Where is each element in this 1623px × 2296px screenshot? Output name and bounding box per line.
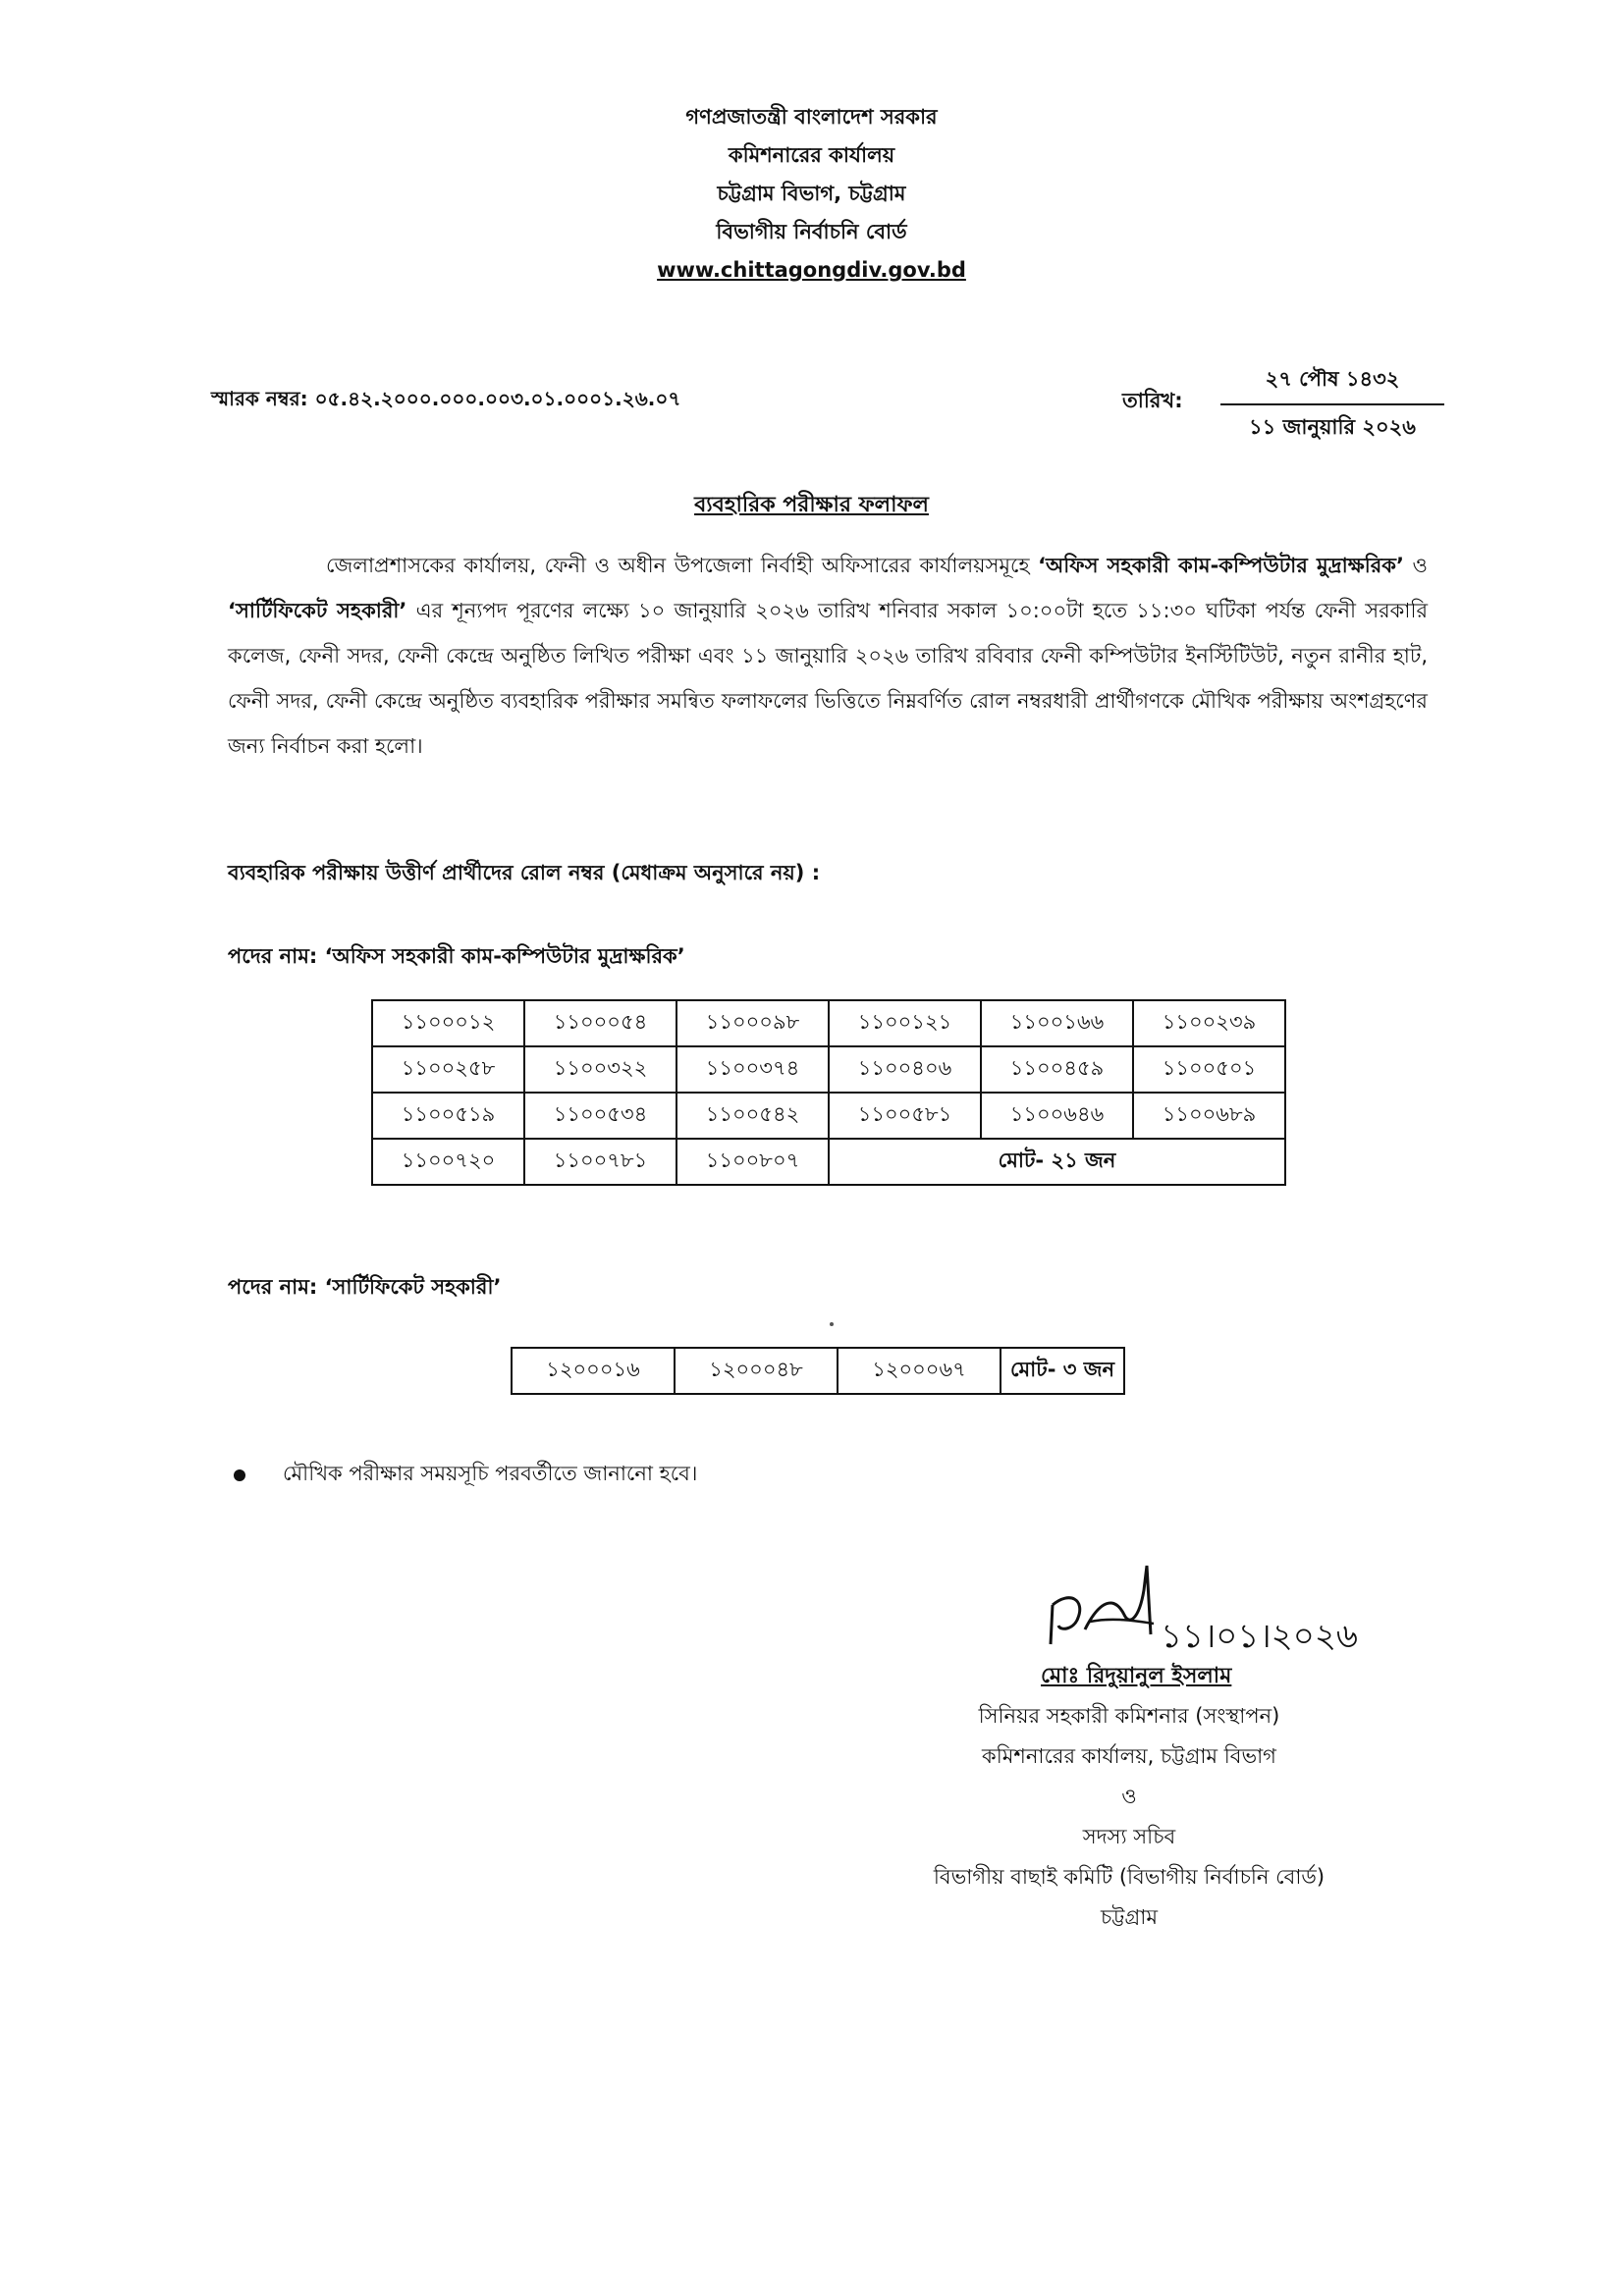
division-name: চট্টগ্রাম বিভাগ, চট্টগ্রাম — [717, 182, 906, 205]
body-post-2: ‘সার্টিফিকেট সহকারী’ — [228, 599, 407, 622]
roll-cell: ১১০০৭২০ — [372, 1139, 524, 1185]
date-bangla: ২৭ পৌষ ১৪৩২ — [1220, 363, 1444, 405]
body-part-3: এর শূন্যপদ পূরণের লক্ষ্যে ১০ জানুয়ারি ২০২৬ তারিখ শনিবার সকাল ১০:০০টা হতে ১১:৩০ ঘটিকা পর্যন্ত ফেনী সরকারি কলেজ, ফেনী সদর, ফেনী কেন্দ্রে অনুষ্ঠিত লিখিত পরীক্ষা এবং ১১ জানুয়ারি ২০২৬ তারিখ রবিবার ফেনী কম্পিউটার ইনস্টিটিউট, নতুন রানীর হাট, ফেনী সদর, ফেনী কেন্দ্রে অনুষ্ঠিত ব্যবহারিক পরীক্ষার সমন্বিত ফলাফলের ভিত্তিতে নিম্নবর্ণিত রোল নম্বরধারী প্রার্থীগণকে মৌখিক পরীক্ষায় অংশগ্রহণের জন্য নির্বাচন করা হলো। — [228, 599, 1428, 758]
date-label: তারিখ: — [1122, 389, 1183, 412]
roll-cell: ১১০০৫৮১ — [829, 1093, 981, 1139]
date-block — [1220, 363, 1444, 446]
signer-designation: সিনিয়র সহকারী কমিশনার (সংস্থাপন) — [978, 1704, 1280, 1728]
date-gregorian: ১১ জানুয়ারি ২০২৬ — [1249, 415, 1416, 439]
signer-name: মোঃ রিদুয়ানুল ইসলাম — [1041, 1664, 1232, 1688]
body-paragraph — [228, 543, 1428, 769]
letterhead — [0, 98, 1623, 290]
signer-role: সদস্য সচিব — [1082, 1825, 1176, 1848]
roll-cell: ১১০০১৬৬ — [981, 1000, 1133, 1046]
roll-cell: ১১০০১২১ — [829, 1000, 981, 1046]
table-row — [372, 1000, 1285, 1046]
roll-cell: ১২০০০৬৭ — [838, 1348, 1001, 1394]
signer-city: চট্টগ্রাম — [1100, 1905, 1159, 1929]
roll-cell: ১১০০৩৭৪ — [676, 1046, 829, 1093]
body-part-1: জেলাপ্রশাসকের কার্যালয়, ফেনী ও অধীন উপজেলা নির্বাহী অফিসারের কার্যালয়সমূহে — [326, 554, 1039, 577]
signer-committee: বিভাগীয় বাছাই কমিটি (বিভাগীয় নির্বাচনি বোর্ড) — [933, 1865, 1325, 1889]
roll-cell: ১১০০৬৪৬ — [981, 1093, 1133, 1139]
roll-cell: ১১০০৪৫৯ — [981, 1046, 1133, 1093]
table-row — [372, 1046, 1285, 1093]
signer-and: ও — [1121, 1785, 1137, 1808]
scan-speck — [830, 1322, 834, 1326]
note-text: মৌখিক পরীক্ষার সময়সূচি পরবর্তীতে জানানো হবে। — [283, 1462, 698, 1485]
roll-cell: ১১০০৩২২ — [524, 1046, 676, 1093]
post-2-heading: পদের নাম: ‘সার্টিফিকেট সহকারী’ — [228, 1275, 502, 1299]
post-1-roll-table — [371, 999, 1286, 1186]
roll-cell: ১১০০২৫৮ — [372, 1046, 524, 1093]
table-row — [512, 1348, 1124, 1394]
roll-cell: ১১০০৮০৭ — [676, 1139, 829, 1185]
table-row — [372, 1093, 1285, 1139]
roll-cell: ১১০০২৩৯ — [1133, 1000, 1285, 1046]
signer-details — [864, 1696, 1394, 1938]
roll-cell: ১২০০০১৬ — [512, 1348, 675, 1394]
table-row — [372, 1139, 1285, 1185]
roll-cell: ১১০০৭৮১ — [524, 1139, 676, 1185]
roll-cell: ১১০০০৯৮ — [676, 1000, 829, 1046]
post-2-roll-table — [511, 1347, 1125, 1395]
document-title — [0, 488, 1623, 524]
roll-cell: ১১০০০১২ — [372, 1000, 524, 1046]
roll-cell: ১১০০৪০৬ — [829, 1046, 981, 1093]
note-item — [234, 1458, 697, 1492]
roll-cell: ১১০০৫১৯ — [372, 1093, 524, 1139]
signature-date: ১১।০১।২০২৬ — [1161, 1617, 1359, 1656]
roll-cell: ১১০০৫৩৪ — [524, 1093, 676, 1139]
roll-cell: ১১০০৬৮৯ — [1133, 1093, 1285, 1139]
post-1-total: মোট- ২১ জন — [829, 1139, 1285, 1185]
board-name: বিভাগীয় নির্বাচনি বোর্ড — [716, 220, 907, 243]
document-title-text: ব্যবহারিক পরীক্ষার ফলাফল — [694, 493, 929, 517]
handwritten-signature — [1031, 1561, 1384, 1669]
signer-office: কমিশনারের কার্যালয়, চট্টগ্রাম বিভাগ — [982, 1744, 1276, 1768]
body-part-2: ও — [1403, 554, 1428, 577]
post-1-heading: পদের নাম: ‘অফিস সহকারী কাম-কম্পিউটার মুদ্রাক্ষরিক’ — [228, 944, 685, 968]
roll-cell: ১২০০০৪৮ — [675, 1348, 838, 1394]
passed-candidates-heading: ব্যবহারিক পরীক্ষায় উত্তীর্ণ প্রার্থীদের রোল নম্বর (মেধাক্রম অনুসারে নয়) : — [228, 861, 821, 884]
memo-number: স্মারক নম্বর: ০৫.৪২.২০০০.০০০.০০৩.০১.০০০১.২৬.০৭ — [211, 387, 681, 410]
post-2-total: মোট- ৩ জন — [1001, 1348, 1124, 1394]
roll-cell: ১১০০৫০১ — [1133, 1046, 1285, 1093]
office-name: কমিশনারের কার্যালয় — [728, 143, 895, 167]
bullet-icon — [234, 1469, 245, 1481]
body-post-1: ‘অফিস সহকারী কাম-কম্পিউটার মুদ্রাক্ষরিক’ — [1038, 554, 1404, 577]
roll-cell: ১১০০৫৪২ — [676, 1093, 829, 1139]
website-link[interactable]: www.chittagongdiv.gov.bd — [657, 258, 966, 282]
government-name: গণপ্রজাতন্ত্রী বাংলাদেশ সরকার — [685, 105, 938, 129]
roll-cell: ১১০০০৫৪ — [524, 1000, 676, 1046]
